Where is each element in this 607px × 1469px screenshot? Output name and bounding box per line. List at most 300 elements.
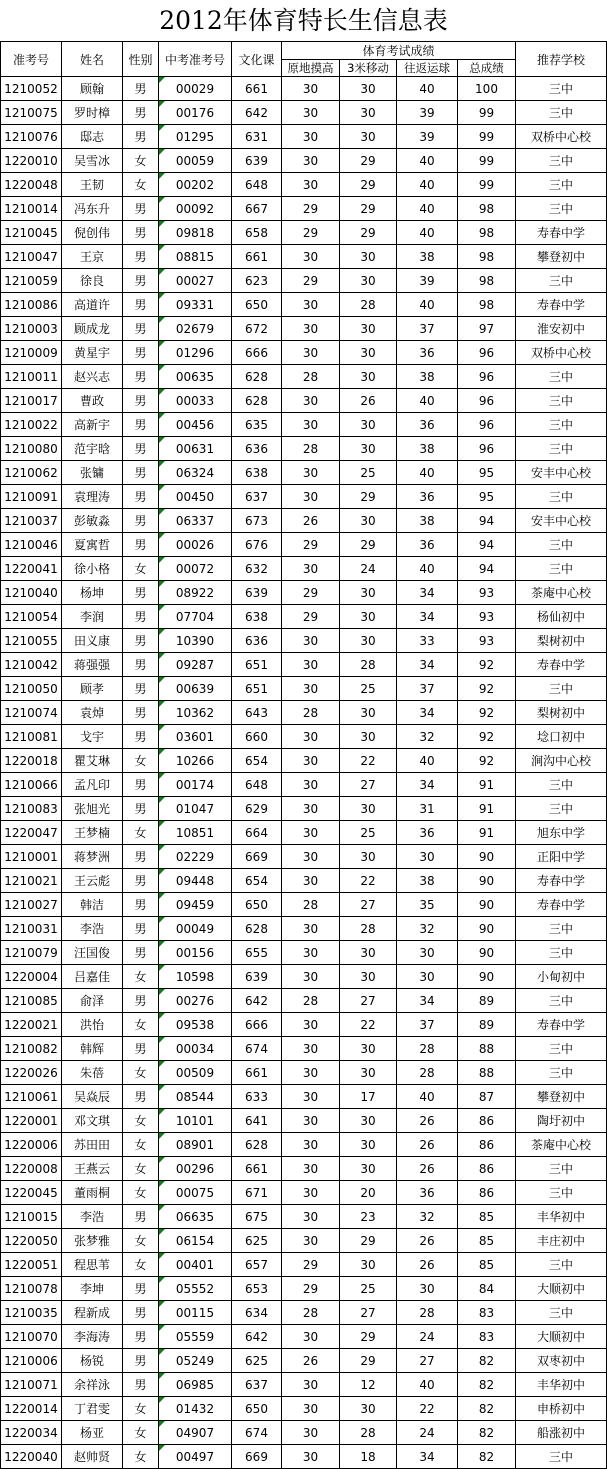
cell-school: 正阳中学 bbox=[516, 845, 607, 869]
cell-shuttle: 40 bbox=[397, 197, 458, 221]
cell-culture: 671 bbox=[232, 1181, 282, 1205]
table-row bbox=[1, 725, 607, 749]
cell-culture: 628 bbox=[232, 365, 282, 389]
cell-culture: 669 bbox=[232, 1445, 282, 1469]
cell-id: 1210040 bbox=[1, 581, 62, 605]
cell-total: 96 bbox=[458, 341, 516, 365]
cell-exam-no: 10390 bbox=[159, 629, 232, 653]
cell-shuttle: 30 bbox=[397, 1277, 458, 1301]
cell-id: 1210001 bbox=[1, 845, 62, 869]
cell-id: 1210027 bbox=[1, 893, 62, 917]
cell-name: 吴雪冰 bbox=[62, 149, 123, 173]
cell-run: 25 bbox=[340, 1277, 397, 1301]
cell-shuttle: 37 bbox=[397, 677, 458, 701]
cell-exam-no: 06337 bbox=[159, 509, 232, 533]
cell-id: 1220010 bbox=[1, 149, 62, 173]
cell-school: 三中 bbox=[516, 1061, 607, 1085]
cell-total: 100 bbox=[458, 77, 516, 101]
cell-run: 23 bbox=[340, 1205, 397, 1229]
cell-exam-no: 10598 bbox=[159, 965, 232, 989]
cell-school: 三中 bbox=[516, 677, 607, 701]
cell-run: 18 bbox=[340, 1445, 397, 1469]
cell-culture: 658 bbox=[232, 221, 282, 245]
cell-jump: 29 bbox=[282, 221, 340, 245]
cell-total: 92 bbox=[458, 701, 516, 725]
cell-id: 1210031 bbox=[1, 917, 62, 941]
cell-total: 86 bbox=[458, 1133, 516, 1157]
cell-jump: 30 bbox=[282, 1133, 340, 1157]
cell-exam-no: 00156 bbox=[159, 941, 232, 965]
cell-gender: 女 bbox=[123, 1109, 159, 1133]
cell-id: 1210062 bbox=[1, 461, 62, 485]
cell-jump: 30 bbox=[282, 413, 340, 437]
cell-jump: 28 bbox=[282, 437, 340, 461]
table-row bbox=[1, 221, 607, 245]
cell-culture: 632 bbox=[232, 557, 282, 581]
cell-total: 93 bbox=[458, 581, 516, 605]
cell-jump: 28 bbox=[282, 1301, 340, 1325]
cell-shuttle: 34 bbox=[397, 773, 458, 797]
table-row bbox=[1, 461, 607, 485]
cell-school: 三中 bbox=[516, 1301, 607, 1325]
cell-gender: 男 bbox=[123, 245, 159, 269]
cell-name: 高新宇 bbox=[62, 413, 123, 437]
cell-school: 三中 bbox=[516, 1181, 607, 1205]
cell-jump: 30 bbox=[282, 557, 340, 581]
table-row bbox=[1, 293, 607, 317]
table-row bbox=[1, 101, 607, 125]
cell-run: 30 bbox=[340, 1109, 397, 1133]
cell-exam-no: 00059 bbox=[159, 149, 232, 173]
cell-name: 李坤 bbox=[62, 1277, 123, 1301]
cell-shuttle: 32 bbox=[397, 1205, 458, 1229]
cell-total: 90 bbox=[458, 893, 516, 917]
cell-gender: 女 bbox=[123, 1397, 159, 1421]
cell-id: 1220001 bbox=[1, 1109, 62, 1133]
cell-id: 1210047 bbox=[1, 245, 62, 269]
cell-name: 孟凡印 bbox=[62, 773, 123, 797]
cell-jump: 30 bbox=[282, 1397, 340, 1421]
cell-gender: 男 bbox=[123, 1325, 159, 1349]
sheet-title: 2012年体育特长生信息表 bbox=[159, 6, 448, 35]
cell-name: 杨坤 bbox=[62, 581, 123, 605]
cell-name: 李润 bbox=[62, 605, 123, 629]
cell-exam-no: 00497 bbox=[159, 1445, 232, 1469]
cell-total: 86 bbox=[458, 1157, 516, 1181]
cell-run: 28 bbox=[340, 917, 397, 941]
cell-shuttle: 37 bbox=[397, 1013, 458, 1037]
cell-shuttle: 40 bbox=[397, 77, 458, 101]
cell-run: 30 bbox=[340, 245, 397, 269]
cell-name: 顾翰 bbox=[62, 77, 123, 101]
cell-id: 1210015 bbox=[1, 1205, 62, 1229]
cell-id: 1210006 bbox=[1, 1349, 62, 1373]
cell-run: 30 bbox=[340, 725, 397, 749]
cell-run: 30 bbox=[340, 77, 397, 101]
cell-name: 王云彪 bbox=[62, 869, 123, 893]
cell-culture: 636 bbox=[232, 629, 282, 653]
cell-school: 三中 bbox=[516, 1037, 607, 1061]
cell-exam-no: 04907 bbox=[159, 1421, 232, 1445]
cell-total: 90 bbox=[458, 845, 516, 869]
cell-shuttle: 36 bbox=[397, 341, 458, 365]
cell-culture: 628 bbox=[232, 389, 282, 413]
cell-run: 28 bbox=[340, 1421, 397, 1445]
cell-gender: 男 bbox=[123, 1085, 159, 1109]
cell-exam-no: 05559 bbox=[159, 1325, 232, 1349]
cell-exam-no: 00092 bbox=[159, 197, 232, 221]
cell-total: 97 bbox=[458, 317, 516, 341]
table-row bbox=[1, 821, 607, 845]
cell-exam-no: 00072 bbox=[159, 557, 232, 581]
cell-jump: 28 bbox=[282, 365, 340, 389]
cell-id: 1210035 bbox=[1, 1301, 62, 1325]
cell-total: 87 bbox=[458, 1085, 516, 1109]
cell-jump: 30 bbox=[282, 653, 340, 677]
cell-exam-no: 00176 bbox=[159, 101, 232, 125]
cell-name: 戈宇 bbox=[62, 725, 123, 749]
cell-total: 99 bbox=[458, 149, 516, 173]
cell-school: 寿春中学 bbox=[516, 893, 607, 917]
cell-total: 84 bbox=[458, 1277, 516, 1301]
cell-shuttle: 38 bbox=[397, 869, 458, 893]
cell-total: 92 bbox=[458, 749, 516, 773]
cell-gender: 男 bbox=[123, 677, 159, 701]
cell-name: 王韧 bbox=[62, 173, 123, 197]
cell-culture: 673 bbox=[232, 509, 282, 533]
cell-shuttle: 32 bbox=[397, 917, 458, 941]
cell-culture: 651 bbox=[232, 677, 282, 701]
cell-run: 30 bbox=[340, 941, 397, 965]
table-row bbox=[1, 197, 607, 221]
cell-gender: 女 bbox=[123, 1157, 159, 1181]
cell-school: 三中 bbox=[516, 269, 607, 293]
header-culture: 文化课 bbox=[232, 42, 282, 77]
cell-exam-no: 02679 bbox=[159, 317, 232, 341]
cell-jump: 30 bbox=[282, 1421, 340, 1445]
cell-culture: 638 bbox=[232, 605, 282, 629]
cell-jump: 30 bbox=[282, 917, 340, 941]
cell-name: 张梦雅 bbox=[62, 1229, 123, 1253]
cell-name: 苏田田 bbox=[62, 1133, 123, 1157]
cell-culture: 639 bbox=[232, 149, 282, 173]
cell-jump: 30 bbox=[282, 485, 340, 509]
cell-name: 顾孝 bbox=[62, 677, 123, 701]
cell-shuttle: 27 bbox=[397, 1349, 458, 1373]
cell-run: 27 bbox=[340, 1301, 397, 1325]
cell-id: 1220008 bbox=[1, 1157, 62, 1181]
header-total: 总成绩 bbox=[458, 60, 516, 77]
cell-total: 82 bbox=[458, 1373, 516, 1397]
cell-id: 1220021 bbox=[1, 1013, 62, 1037]
cell-school: 旭东中学 bbox=[516, 821, 607, 845]
cell-shuttle: 40 bbox=[397, 557, 458, 581]
cell-gender: 女 bbox=[123, 821, 159, 845]
cell-name: 徐小格 bbox=[62, 557, 123, 581]
cell-exam-no: 09287 bbox=[159, 653, 232, 677]
cell-shuttle: 38 bbox=[397, 509, 458, 533]
cell-school: 三中 bbox=[516, 149, 607, 173]
cell-total: 93 bbox=[458, 629, 516, 653]
cell-jump: 30 bbox=[282, 101, 340, 125]
table-row bbox=[1, 1421, 607, 1445]
table-row bbox=[1, 1085, 607, 1109]
cell-shuttle: 39 bbox=[397, 269, 458, 293]
cell-school: 双桥中心校 bbox=[516, 341, 607, 365]
cell-culture: 654 bbox=[232, 869, 282, 893]
table-row bbox=[1, 557, 607, 581]
cell-school: 三中 bbox=[516, 389, 607, 413]
cell-run: 22 bbox=[340, 869, 397, 893]
header-jump: 原地摸高 bbox=[282, 60, 340, 77]
cell-run: 30 bbox=[340, 581, 397, 605]
cell-total: 92 bbox=[458, 725, 516, 749]
cell-exam-no: 00026 bbox=[159, 533, 232, 557]
cell-culture: 661 bbox=[232, 1157, 282, 1181]
cell-name: 张镛 bbox=[62, 461, 123, 485]
cell-id: 1210037 bbox=[1, 509, 62, 533]
table-row bbox=[1, 341, 607, 365]
cell-total: 86 bbox=[458, 1109, 516, 1133]
cell-culture: 636 bbox=[232, 437, 282, 461]
cell-total: 85 bbox=[458, 1205, 516, 1229]
cell-shuttle: 32 bbox=[397, 725, 458, 749]
cell-total: 93 bbox=[458, 605, 516, 629]
header-shuttle: 往返运球 bbox=[397, 60, 458, 77]
table-row bbox=[1, 773, 607, 797]
cell-id: 1210042 bbox=[1, 653, 62, 677]
cell-name: 程新成 bbox=[62, 1301, 123, 1325]
cell-total: 91 bbox=[458, 797, 516, 821]
cell-exam-no: 09459 bbox=[159, 893, 232, 917]
cell-exam-no: 09448 bbox=[159, 869, 232, 893]
cell-exam-no: 08901 bbox=[159, 1133, 232, 1157]
cell-name: 彭敏淼 bbox=[62, 509, 123, 533]
cell-shuttle: 24 bbox=[397, 1421, 458, 1445]
table-row bbox=[1, 1277, 607, 1301]
cell-school: 寿春中学 bbox=[516, 869, 607, 893]
cell-gender: 男 bbox=[123, 77, 159, 101]
cell-jump: 29 bbox=[282, 1277, 340, 1301]
cell-school: 申桥初中 bbox=[516, 1397, 607, 1421]
cell-run: 29 bbox=[340, 197, 397, 221]
cell-school: 三中 bbox=[516, 365, 607, 389]
cell-culture: 650 bbox=[232, 893, 282, 917]
cell-jump: 29 bbox=[282, 605, 340, 629]
cell-exam-no: 00049 bbox=[159, 917, 232, 941]
cell-exam-no: 10266 bbox=[159, 749, 232, 773]
cell-culture: 666 bbox=[232, 341, 282, 365]
cell-exam-no: 00456 bbox=[159, 413, 232, 437]
cell-school: 船涨初中 bbox=[516, 1421, 607, 1445]
cell-culture: 648 bbox=[232, 773, 282, 797]
cell-gender: 女 bbox=[123, 173, 159, 197]
cell-run: 22 bbox=[340, 749, 397, 773]
cell-exam-no: 09538 bbox=[159, 1013, 232, 1037]
cell-exam-no: 00027 bbox=[159, 269, 232, 293]
header-gender: 性别 bbox=[123, 42, 159, 77]
cell-total: 82 bbox=[458, 1349, 516, 1373]
cell-school: 寿春中学 bbox=[516, 653, 607, 677]
cell-run: 30 bbox=[340, 701, 397, 725]
table-row bbox=[1, 1445, 607, 1469]
cell-run: 30 bbox=[340, 365, 397, 389]
cell-total: 85 bbox=[458, 1229, 516, 1253]
cell-gender: 男 bbox=[123, 341, 159, 365]
cell-gender: 女 bbox=[123, 965, 159, 989]
cell-jump: 28 bbox=[282, 701, 340, 725]
cell-total: 96 bbox=[458, 389, 516, 413]
cell-school: 三中 bbox=[516, 485, 607, 509]
cell-jump: 30 bbox=[282, 869, 340, 893]
cell-total: 83 bbox=[458, 1301, 516, 1325]
cell-school: 攀登初中 bbox=[516, 245, 607, 269]
cell-id: 1210086 bbox=[1, 293, 62, 317]
cell-run: 27 bbox=[340, 989, 397, 1013]
cell-gender: 男 bbox=[123, 1205, 159, 1229]
cell-culture: 657 bbox=[232, 1253, 282, 1277]
cell-jump: 30 bbox=[282, 1157, 340, 1181]
cell-exam-no: 00174 bbox=[159, 773, 232, 797]
cell-culture: 642 bbox=[232, 1325, 282, 1349]
cell-run: 30 bbox=[340, 797, 397, 821]
cell-gender: 男 bbox=[123, 125, 159, 149]
cell-id: 1210009 bbox=[1, 341, 62, 365]
header-run: 3米移动 bbox=[340, 60, 397, 77]
cell-gender: 男 bbox=[123, 1301, 159, 1325]
table-row bbox=[1, 269, 607, 293]
cell-culture: 664 bbox=[232, 821, 282, 845]
cell-shuttle: 28 bbox=[397, 1301, 458, 1325]
cell-id: 1210055 bbox=[1, 629, 62, 653]
cell-name: 倪创伟 bbox=[62, 221, 123, 245]
cell-id: 1210022 bbox=[1, 413, 62, 437]
cell-exam-no: 10851 bbox=[159, 821, 232, 845]
cell-school: 三中 bbox=[516, 77, 607, 101]
cell-total: 95 bbox=[458, 485, 516, 509]
cell-jump: 29 bbox=[282, 197, 340, 221]
cell-jump: 30 bbox=[282, 293, 340, 317]
cell-shuttle: 34 bbox=[397, 1445, 458, 1469]
cell-jump: 28 bbox=[282, 893, 340, 917]
table-row bbox=[1, 1013, 607, 1037]
cell-shuttle: 34 bbox=[397, 989, 458, 1013]
cell-culture: 666 bbox=[232, 1013, 282, 1037]
cell-shuttle: 40 bbox=[397, 389, 458, 413]
cell-id: 1220034 bbox=[1, 1421, 62, 1445]
cell-culture: 648 bbox=[232, 173, 282, 197]
table-row bbox=[1, 893, 607, 917]
cell-culture: 669 bbox=[232, 845, 282, 869]
cell-culture: 642 bbox=[232, 989, 282, 1013]
cell-culture: 660 bbox=[232, 725, 282, 749]
cell-gender: 女 bbox=[123, 1061, 159, 1085]
cell-id: 1210076 bbox=[1, 125, 62, 149]
cell-jump: 30 bbox=[282, 941, 340, 965]
cell-gender: 女 bbox=[123, 1229, 159, 1253]
table-row bbox=[1, 1253, 607, 1277]
cell-school: 三中 bbox=[516, 413, 607, 437]
cell-name: 韩洁 bbox=[62, 893, 123, 917]
cell-name: 冯东升 bbox=[62, 197, 123, 221]
cell-name: 汪国俊 bbox=[62, 941, 123, 965]
cell-culture: 634 bbox=[232, 1301, 282, 1325]
cell-gender: 女 bbox=[123, 1013, 159, 1037]
table-row bbox=[1, 365, 607, 389]
cell-run: 30 bbox=[340, 125, 397, 149]
cell-jump: 30 bbox=[282, 317, 340, 341]
table-row bbox=[1, 629, 607, 653]
cell-gender: 男 bbox=[123, 269, 159, 293]
cell-exam-no: 00034 bbox=[159, 1037, 232, 1061]
cell-run: 26 bbox=[340, 389, 397, 413]
cell-school: 三中 bbox=[516, 941, 607, 965]
cell-total: 99 bbox=[458, 173, 516, 197]
table-row bbox=[1, 77, 607, 101]
cell-school: 三中 bbox=[516, 917, 607, 941]
cell-exam-no: 05552 bbox=[159, 1277, 232, 1301]
cell-run: 30 bbox=[340, 845, 397, 869]
cell-jump: 30 bbox=[282, 149, 340, 173]
cell-gender: 男 bbox=[123, 653, 159, 677]
cell-exam-no: 01047 bbox=[159, 797, 232, 821]
cell-total: 99 bbox=[458, 125, 516, 149]
cell-gender: 男 bbox=[123, 461, 159, 485]
cell-name: 田义康 bbox=[62, 629, 123, 653]
cell-exam-no: 09818 bbox=[159, 221, 232, 245]
cell-shuttle: 28 bbox=[397, 1061, 458, 1085]
cell-jump: 30 bbox=[282, 1205, 340, 1229]
student-table bbox=[0, 41, 607, 1469]
cell-name: 王燕云 bbox=[62, 1157, 123, 1181]
cell-culture: 625 bbox=[232, 1349, 282, 1373]
cell-name: 瞿艾琳 bbox=[62, 749, 123, 773]
cell-jump: 30 bbox=[282, 461, 340, 485]
cell-name: 罗时樟 bbox=[62, 101, 123, 125]
table-body bbox=[1, 77, 607, 1469]
cell-total: 82 bbox=[458, 1397, 516, 1421]
cell-school: 淮安初中 bbox=[516, 317, 607, 341]
cell-school: 大顺初中 bbox=[516, 1325, 607, 1349]
cell-total: 89 bbox=[458, 1013, 516, 1037]
cell-exam-no: 02229 bbox=[159, 845, 232, 869]
cell-gender: 男 bbox=[123, 101, 159, 125]
cell-gender: 男 bbox=[123, 485, 159, 509]
table-row bbox=[1, 245, 607, 269]
cell-school: 小甸初中 bbox=[516, 965, 607, 989]
cell-exam-no: 01295 bbox=[159, 125, 232, 149]
cell-jump: 30 bbox=[282, 1109, 340, 1133]
cell-exam-no: 01296 bbox=[159, 341, 232, 365]
table-row bbox=[1, 965, 607, 989]
cell-culture: 628 bbox=[232, 1133, 282, 1157]
cell-run: 30 bbox=[340, 269, 397, 293]
cell-shuttle: 28 bbox=[397, 1037, 458, 1061]
cell-total: 95 bbox=[458, 461, 516, 485]
cell-school: 三中 bbox=[516, 797, 607, 821]
cell-run: 30 bbox=[340, 317, 397, 341]
cell-culture: 675 bbox=[232, 1205, 282, 1229]
cell-culture: 674 bbox=[232, 1421, 282, 1445]
cell-shuttle: 40 bbox=[397, 1085, 458, 1109]
cell-run: 30 bbox=[340, 413, 397, 437]
cell-id: 1210071 bbox=[1, 1373, 62, 1397]
cell-run: 12 bbox=[340, 1373, 397, 1397]
cell-total: 88 bbox=[458, 1061, 516, 1085]
cell-total: 98 bbox=[458, 197, 516, 221]
cell-id: 1210079 bbox=[1, 941, 62, 965]
cell-name: 杨亚 bbox=[62, 1421, 123, 1445]
